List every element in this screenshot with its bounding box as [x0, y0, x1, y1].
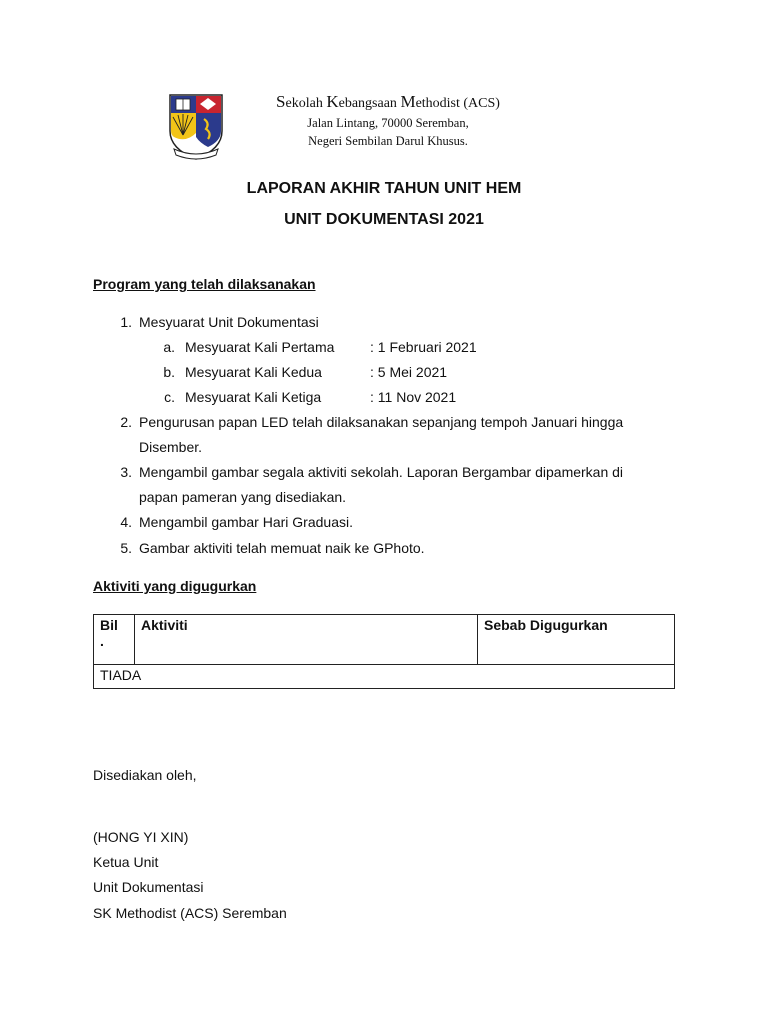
signatory-school: SK Methodist (ACS) Seremban	[93, 905, 287, 921]
school-name-initial-k: K	[326, 92, 339, 111]
program-number: 3.	[120, 464, 132, 480]
programs-heading: Program yang telah dilaksanakan	[93, 276, 316, 292]
program-item-continuation: Disember.	[139, 439, 203, 455]
school-name-initial-m: M	[400, 92, 416, 111]
signatory-name: (HONG YI XIN)	[93, 829, 189, 845]
header-bil-label: Bil	[100, 617, 118, 633]
meeting-date: : 1 Februari 2021	[370, 339, 477, 355]
school-name-part2: ebangsaan	[338, 96, 401, 111]
report-subtitle: UNIT DOKUMENTASI 2021	[284, 211, 484, 228]
program-item-text: Mesyuarat Unit Dokumentasi	[139, 314, 319, 330]
meeting-letter: c.	[164, 389, 175, 405]
header-bil	[94, 615, 135, 665]
school-letterhead	[238, 92, 538, 150]
meeting-label: Mesyuarat Kali Kedua	[185, 364, 322, 380]
program-item-continuation: papan pameran yang disediakan.	[139, 489, 347, 505]
meeting-letter: a.	[163, 339, 175, 355]
meeting-letter: b.	[163, 364, 175, 380]
prepared-by-label: Disediakan oleh,	[93, 767, 197, 783]
program-number: 4.	[120, 514, 132, 530]
meeting-date: : 11 Nov 2021	[370, 389, 457, 405]
meeting-date: : 5 Mei 2021	[370, 364, 448, 380]
program-number: 5.	[120, 540, 132, 556]
school-name	[238, 92, 538, 114]
header-sebab: Sebab Digugurkan	[478, 615, 675, 665]
table-header-row	[94, 615, 675, 665]
header-bil-dot: .	[100, 633, 104, 649]
header-aktiviti: Aktiviti	[135, 615, 478, 665]
signatory-position: Ketua Unit	[93, 854, 159, 870]
program-item-text: Mengambil gambar Hari Graduasi.	[139, 514, 353, 530]
school-crest-logo	[166, 93, 226, 161]
school-name-part1: ekolah	[285, 96, 327, 111]
program-item-text: Mengambil gambar segala aktiviti sekolah. Laporan Bergambar dipamerkan di	[139, 464, 624, 480]
signatory-unit: Unit Dokumentasi	[93, 879, 204, 895]
cancelled-activities-table	[93, 614, 675, 689]
school-name-initial-s: S	[276, 92, 286, 111]
meeting-label: Mesyuarat Kali Ketiga	[185, 389, 322, 405]
program-number: 2.	[120, 414, 132, 430]
program-number: 1.	[120, 314, 132, 330]
program-item-text: Gambar aktiviti telah memuat naik ke GPhoto.	[139, 540, 425, 556]
table-row	[94, 665, 675, 689]
school-address-line1: Jalan Lintang, 70000 Seremban,	[307, 116, 469, 130]
program-item-text: Pengurusan papan LED telah dilaksanakan sepanjang tempoh Januari hingga	[139, 414, 624, 430]
meeting-label: Mesyuarat Kali Pertama	[185, 339, 335, 355]
school-name-part3: ethodist (ACS)	[415, 96, 500, 111]
report-title: LAPORAN AKHIR TAHUN UNIT HEM	[246, 180, 522, 197]
cancelled-activities-heading: Aktiviti yang digugurkan	[93, 578, 257, 594]
school-address-line2: Negeri Sembilan Darul Khusus.	[308, 134, 468, 148]
table-cell-tiada: TIADA	[94, 665, 675, 689]
